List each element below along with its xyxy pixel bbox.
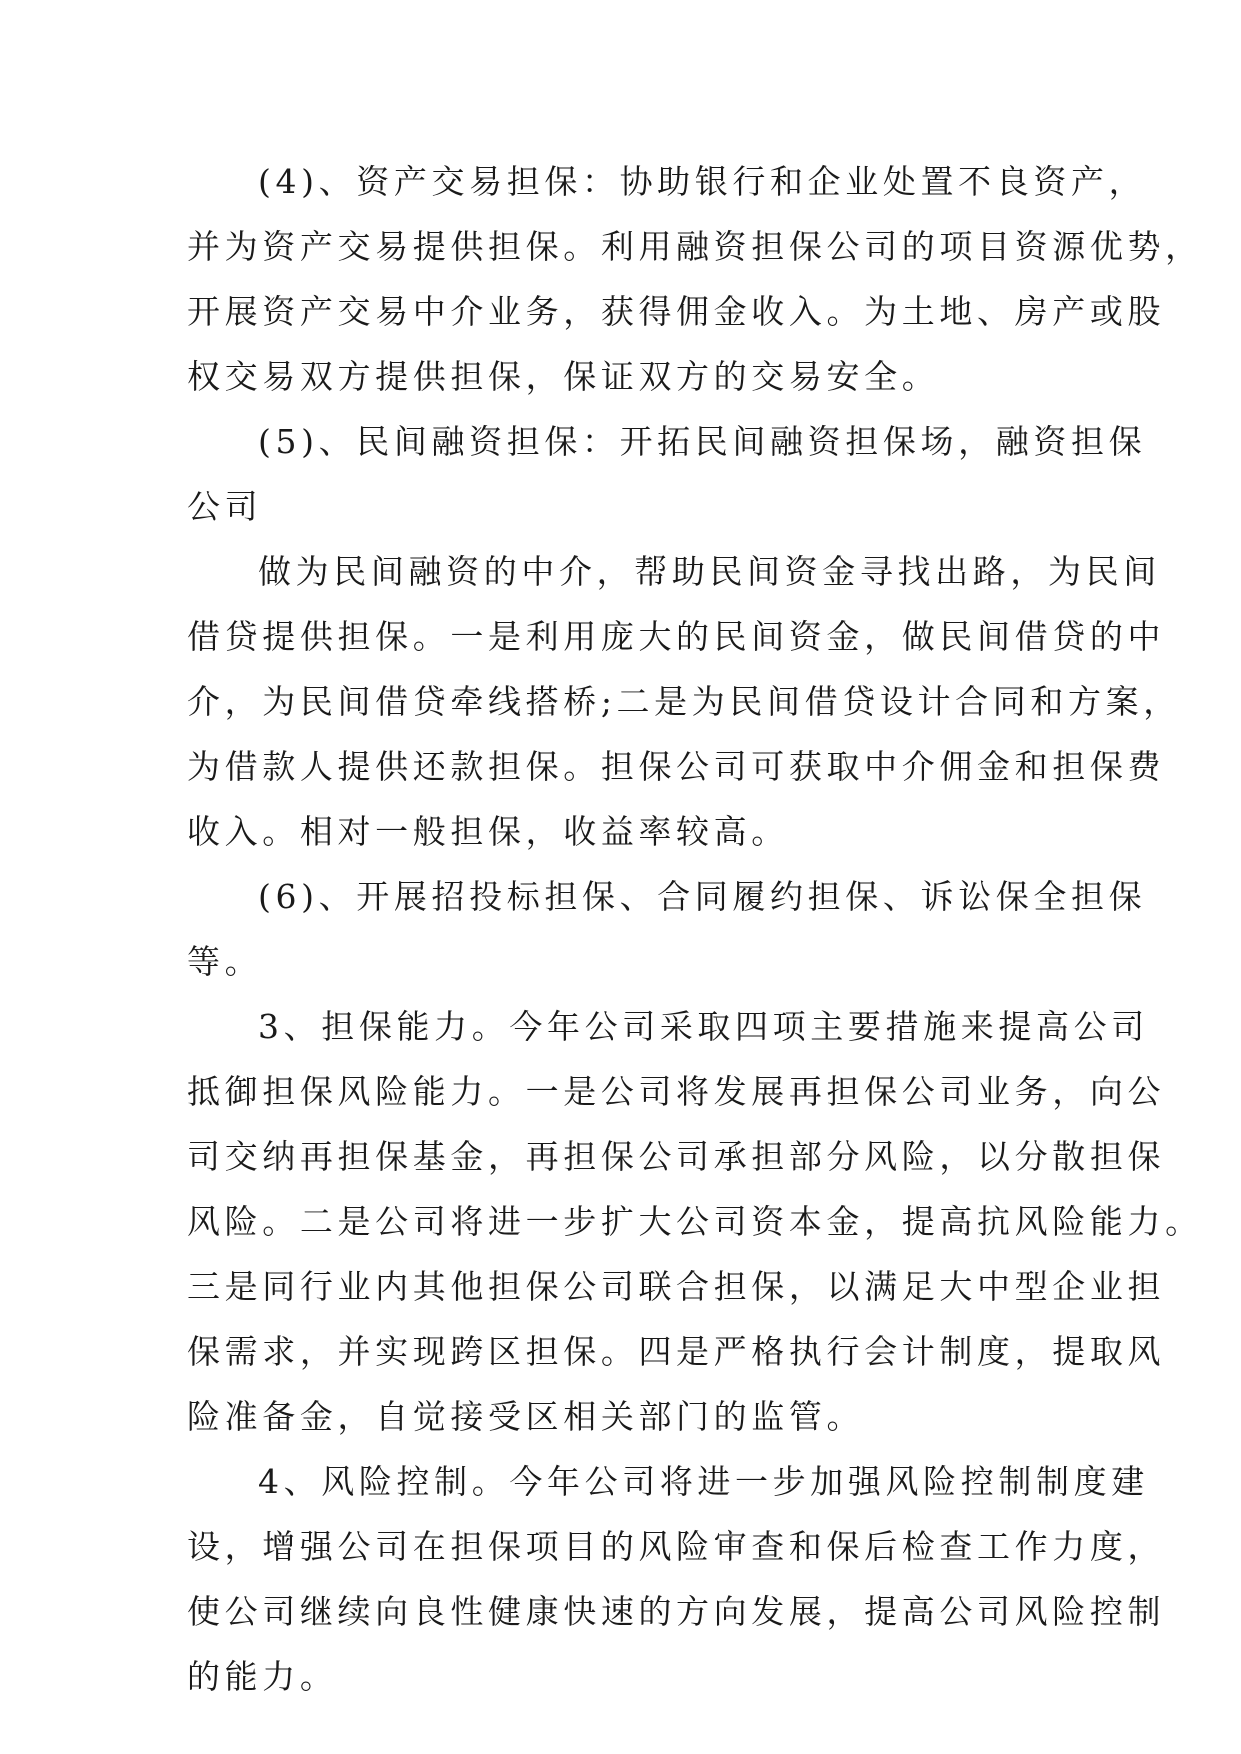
paragraph-line: 做为民间融资的中介，帮助民间资金寻找出路，为民间 bbox=[258, 552, 1161, 591]
paragraph-line: 风险。二是公司将进一步扩大公司资本金，提高抗风险能力。 bbox=[187, 1202, 1203, 1241]
paragraph-line: 等。 bbox=[187, 942, 263, 981]
paragraph-line: 3、担保能力。今年公司采取四项主要措施来提高公司 bbox=[258, 1007, 1149, 1046]
paragraph-line: 司交纳再担保基金，再担保公司承担部分风险，以分散担保 bbox=[187, 1137, 1166, 1176]
paragraph-line: 三是同行业内其他担保公司联合担保，以满足大中型企业担 bbox=[187, 1267, 1166, 1306]
paragraph-line: 险准备金，自觉接受区相关部门的监管。 bbox=[187, 1397, 865, 1436]
paragraph-line: 介，为民间借贷牵线搭桥;二是为民间借贷设计合同和方案， bbox=[187, 682, 1181, 721]
paragraph-line: 权交易双方提供担保，保证双方的交易安全。 bbox=[187, 357, 940, 396]
paragraph-line: 的能力。 bbox=[187, 1657, 338, 1696]
paragraph-line: 设，增强公司在担保项目的风险审查和保后检查工作力度， bbox=[187, 1527, 1166, 1566]
paragraph-line: (4)、资产交易担保：协助银行和企业处置不良资产， bbox=[258, 162, 1147, 201]
paragraph-line: 为借款人提供还款担保。担保公司可获取中介佣金和担保费 bbox=[187, 747, 1166, 786]
paragraph-line: 4、风险控制。今年公司将进一步加强风险控制制度建 bbox=[258, 1462, 1149, 1501]
paragraph-line: 公司 bbox=[187, 487, 263, 526]
paragraph-line: (6)、开展招投标担保、合同履约担保、诉讼保全担保 bbox=[258, 877, 1147, 916]
paragraph-line: 借贷提供担保。一是利用庞大的民间资金，做民间借贷的中 bbox=[187, 617, 1166, 656]
paragraph-line: 使公司继续向良性健康快速的方向发展，提高公司风险控制 bbox=[187, 1592, 1166, 1631]
paragraph-line: (5)、民间融资担保：开拓民间融资担保场，融资担保 bbox=[258, 422, 1147, 461]
paragraph-line: 并为资产交易提供担保。利用融资担保公司的项目资源优势， bbox=[187, 227, 1203, 266]
paragraph-line: 抵御担保风险能力。一是公司将发展再担保公司业务，向公 bbox=[187, 1072, 1166, 1111]
paragraph-line: 收入。相对一般担保，收益率较高。 bbox=[187, 812, 789, 851]
paragraph-line: 开展资产交易中介业务，获得佣金收入。为土地、房产或股 bbox=[187, 292, 1166, 331]
paragraph-line: 保需求，并实现跨区担保。四是严格执行会计制度，提取风 bbox=[187, 1332, 1166, 1371]
